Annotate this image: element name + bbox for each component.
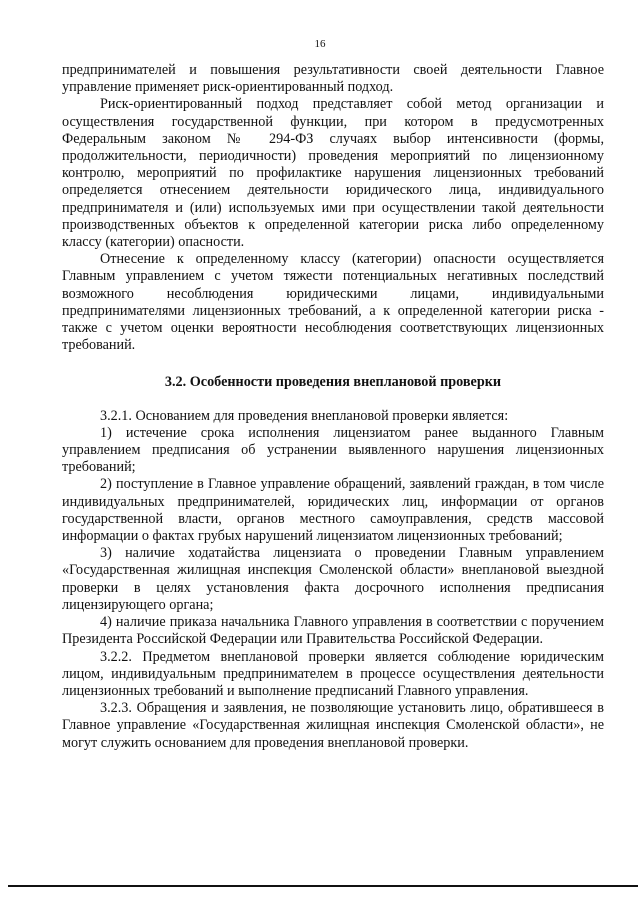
document-body [62,62,604,752]
page-number: 16 [314,38,326,50]
paragraph: Риск-ориентированный подход представляет собой метод организации и осуществления государственной функции, при котором в предусмотренных Федеральным законом № 294-ФЗ случаях выбор интенсивности (формы, продолжительности, периодичности) проведения мероприятий по лицензионному контролю, мероприятий по профилактике нарушения лицензионных требований определяется отнесением деятельности юридического лица, индивидуального предпринимателя и (или) используемых ими при осуществлении такой деятельности производственных объектов к определенной категории риска либо определенному классу (категории) опасности. [62,96,604,251]
paragraph: предпринимателей и повышения результативности своей деятельности Главное управление применяет риск-ориентированный подход. [62,62,604,96]
page-bottom-rule [8,885,638,887]
section-heading: 3.2. Особенности проведения внеплановой проверки [164,374,502,391]
paragraph: 3.2.1. Основанием для проведения внеплановой проверки является: [100,407,509,424]
list-item: 2) поступление в Главное управление обращений, заявлений граждан, в том числе индивидуальных предпринимателей, юридических лиц, информации от органов государственной власти, органов местного самоуправления, средств массовой информации о фактах грубых нарушений лицензиатом лицензионных требований; [62,476,604,545]
list-item: 4) наличие приказа начальника Главного управления в соответствии с поручением Президента Российской Федерации или Правительства Российской Федерации. [62,614,604,648]
paragraph: Отнесение к определенному классу (категории) опасности осуществляется Главным управлением с учетом тяжести потенциальных негативных последствий возможного несоблюдения юридическими лицами, индивидуальными предпринимателями лицензионных требований, а к определенной категории риска - также с учетом оценки вероятности несоблюдения соответствующих лицензионных требований. [62,251,604,354]
list-item: 3) наличие ходатайства лицензиата о проведении Главным управлением «Государственная жилищная инспекция Смоленской области» внеплановой выездной проверки в целях установления факта досрочного исполнения предписания лицензирующего органа; [62,545,604,613]
paragraph: 3.2.3. Обращения и заявления, не позволяющие установить лицо, обратившееся в Главное управление «Государственная жилищная инспекция Смоленской области», не могут служить основанием для проведения внеплановой проверки. [62,700,604,751]
paragraph: 3.2.2. Предметом внеплановой проверки является соблюдение юридическим лицом, индивидуальным предпринимателем в процессе осуществления деятельности лицензионных требований и выполнение предписаний Главного управления. [62,648,604,699]
list-item: 1) истечение срока исполнения лицензиатом ранее выданного Главным управлением предписания об устранении выявленного нарушения лицензионных требований; [62,424,604,476]
